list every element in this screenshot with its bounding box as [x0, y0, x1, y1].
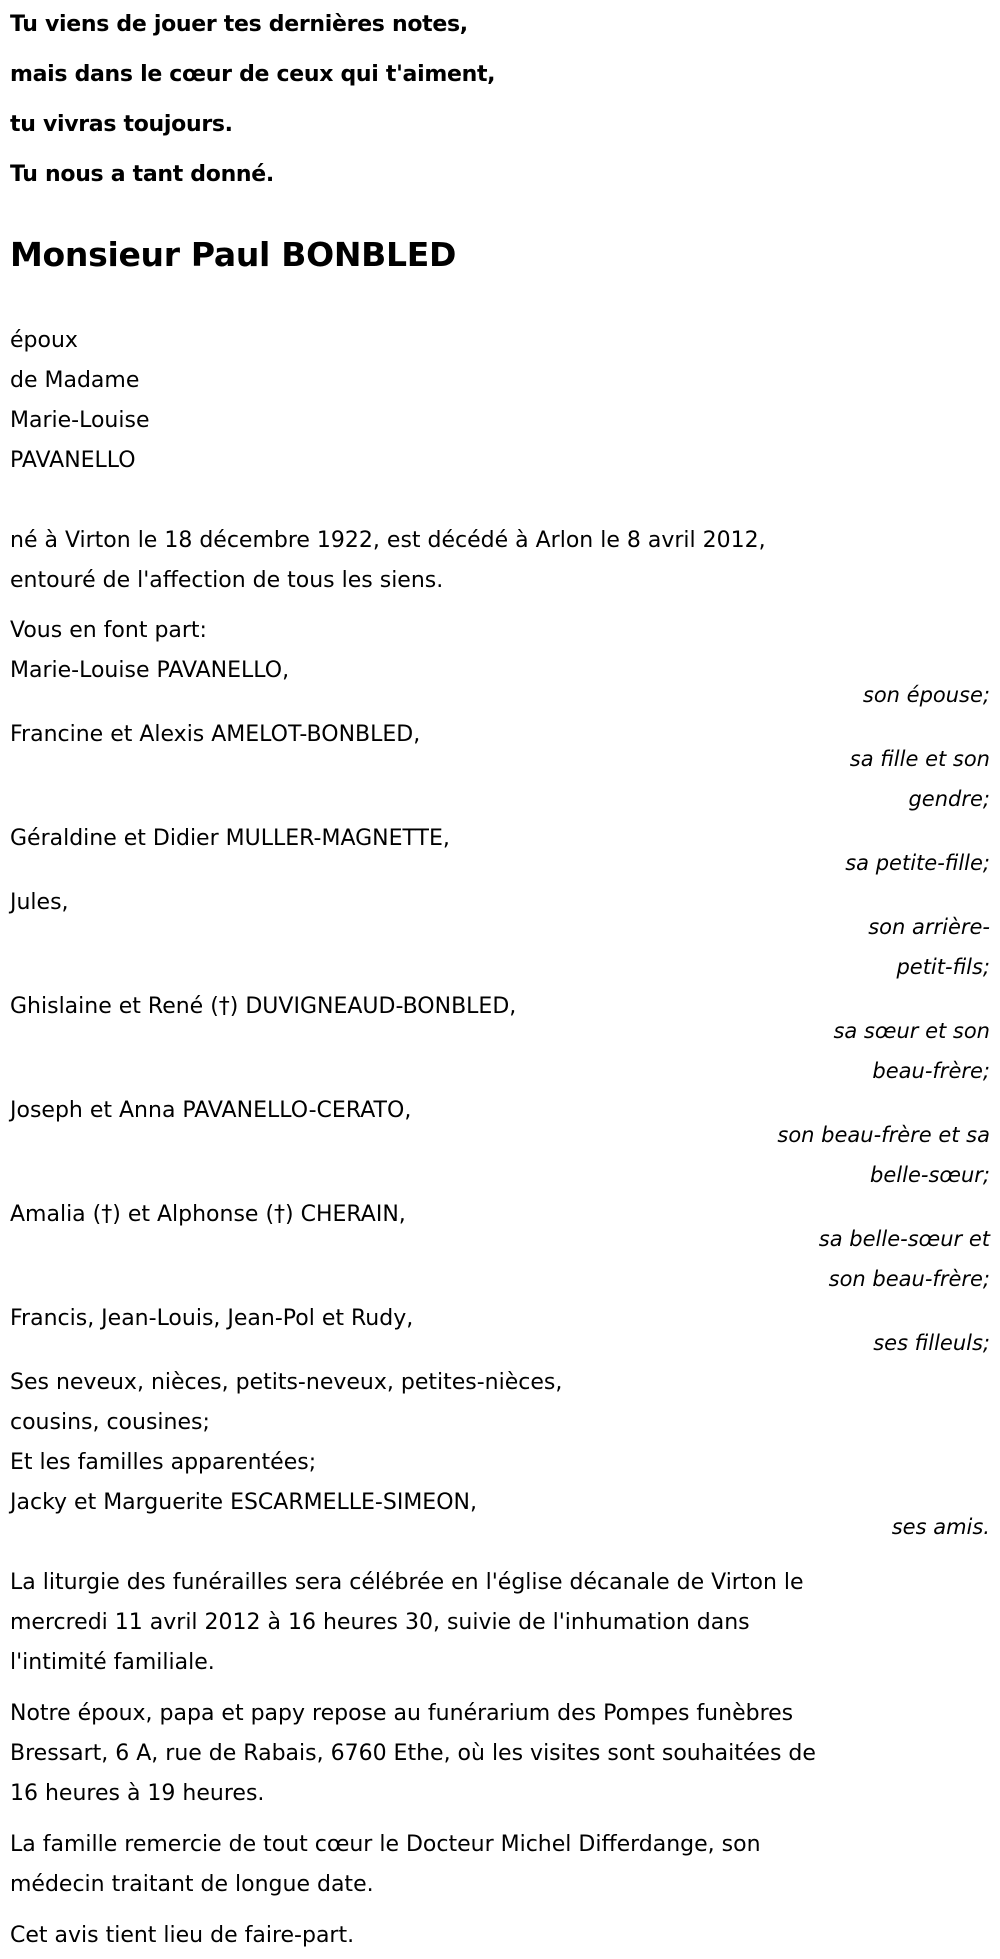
- family-member-name: Francine et Alexis AMELOT-BONBLED,: [10, 722, 421, 747]
- family-relation: sa sœur et son beau-frère;: [833, 1019, 990, 1083]
- paragraph-line: Notre époux, papa et papy repose au funérarium des Pompes funèbres: [10, 1701, 794, 1726]
- thanks-paragraph: [10, 1825, 990, 1905]
- family-entry: [10, 651, 990, 715]
- birth-line: entouré de l'affection de tous les siens.: [10, 568, 444, 593]
- family-list: [10, 651, 990, 1363]
- paragraph-line: 16 heures à 19 heures.: [10, 1781, 265, 1806]
- paragraph-line: l'intimité familiale.: [10, 1650, 215, 1675]
- poem-line: Tu viens de jouer tes dernières notes,: [10, 12, 468, 37]
- spouse-info: [10, 321, 990, 481]
- spouse-line: époux: [10, 328, 78, 353]
- paragraph-line: Cet avis tient lieu de faire-part.: [10, 1923, 355, 1948]
- deceased-name: Monsieur Paul BONBLED: [10, 235, 457, 274]
- family-entry-friends: [10, 1483, 990, 1547]
- family-entry: [10, 715, 990, 819]
- family-member-name: Joseph et Anna PAVANELLO-CERATO,: [10, 1098, 412, 1123]
- family-member-name: Ghislaine et René (†) DUVIGNEAUD-BONBLED,: [10, 994, 517, 1019]
- family-relation: sa fille et son gendre;: [849, 747, 990, 811]
- spouse-line: Marie-Louise: [10, 408, 150, 433]
- family-relation: sa belle-sœur et son beau-frère;: [818, 1227, 990, 1291]
- family-member-name: Amalia (†) et Alphonse (†) CHERAIN,: [10, 1202, 406, 1227]
- family-entry: [10, 883, 990, 987]
- relatives-line: Et les familles apparentées;: [10, 1450, 317, 1475]
- family-member-name: Francis, Jean-Louis, Jean-Pol et Rudy,: [10, 1306, 414, 1331]
- poem-line: mais dans le cœur de ceux qui t'aiment,: [10, 62, 496, 87]
- family-entry: [10, 987, 990, 1091]
- paragraph-line: Bressart, 6 A, rue de Rabais, 6760 Ethe, où les visites sont souhaitées de: [10, 1741, 816, 1766]
- spouse-line: de Madame: [10, 368, 140, 393]
- family-entry: [10, 1299, 990, 1363]
- family-relation: son épouse;: [862, 683, 990, 707]
- family-relation: son arrière- petit-fils;: [868, 915, 990, 979]
- announcement-intro: Vous en font part:: [10, 618, 207, 643]
- other-relatives: [10, 1363, 990, 1483]
- family-relation: ses amis.: [891, 1515, 990, 1539]
- family-member-name: Géraldine et Didier MULLER-MAGNETTE,: [10, 826, 450, 851]
- family-member-name: Jules,: [10, 890, 69, 915]
- visitation-paragraph: [10, 1694, 990, 1814]
- family-relation: son beau-frère et sa belle-sœur;: [777, 1123, 990, 1187]
- funeral-paragraph: [10, 1563, 990, 1683]
- family-relation: sa petite-fille;: [845, 851, 990, 875]
- relatives-line: Ses neveux, nièces, petits-neveux, petites-nièces,: [10, 1370, 563, 1395]
- family-entry: [10, 819, 990, 883]
- family-relation: ses filleuls;: [873, 1331, 990, 1355]
- family-member-name: Jacky et Marguerite ESCARMELLE-SIMEON,: [10, 1490, 477, 1515]
- family-member-name: Marie-Louise PAVANELLO,: [10, 658, 290, 683]
- birth-line: né à Virton le 18 décembre 1922, est décédé à Arlon le 8 avril 2012,: [10, 528, 766, 553]
- spouse-line: PAVANELLO: [10, 448, 136, 473]
- closing-paragraph: [10, 1916, 990, 1956]
- poem: [10, 0, 990, 200]
- family-entry: [10, 1195, 990, 1299]
- paragraph-line: médecin traitant de longue date.: [10, 1872, 374, 1897]
- family-entry: [10, 1091, 990, 1195]
- paragraph-line: La liturgie des funérailles sera célébrée en l'église décanale de Virton le: [10, 1570, 804, 1595]
- relatives-line: cousins, cousines;: [10, 1410, 210, 1435]
- paragraph-line: La famille remercie de tout cœur le Docteur Michel Differdange, son: [10, 1832, 761, 1857]
- birth-death-info: [10, 521, 990, 601]
- poem-line: Tu nous a tant donné.: [10, 162, 274, 187]
- poem-line: tu vivras toujours.: [10, 112, 233, 137]
- paragraph-line: mercredi 11 avril 2012 à 16 heures 30, suivie de l'inhumation dans: [10, 1610, 750, 1635]
